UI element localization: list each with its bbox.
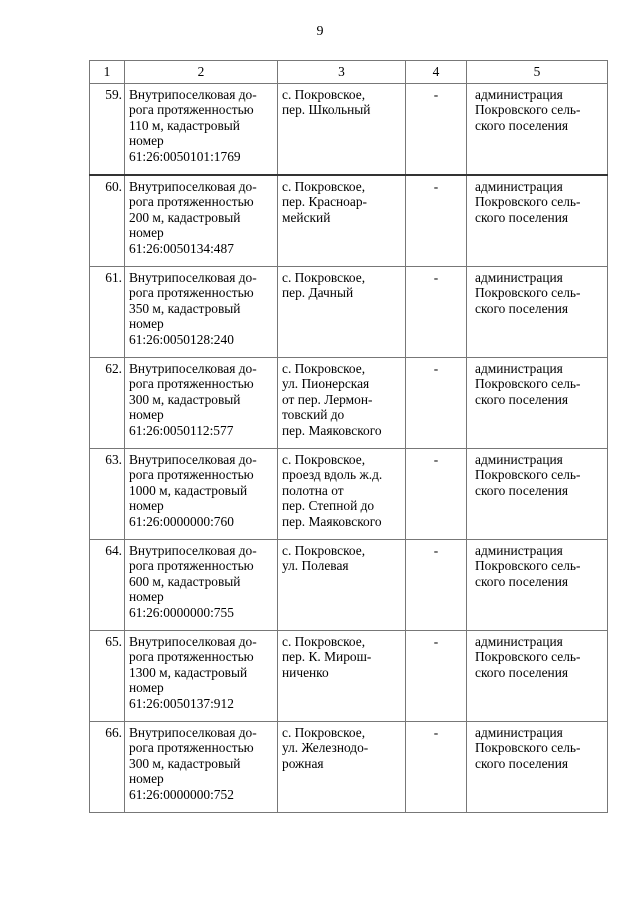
column-header: 5 <box>467 61 608 84</box>
road-owner: администрация Покровского сель- ского поселения <box>467 540 608 631</box>
row-number: 63. <box>90 449 125 540</box>
table-row <box>90 631 608 722</box>
road-description: Внутрипоселковая до- рога протяженностью 1300 м, кадастровый номер 61:26:0050137:912 <box>125 631 278 722</box>
page-number: 9 <box>316 24 324 39</box>
road-owner: администрация Покровского сель- ского поселения <box>467 722 608 813</box>
road-description: Внутрипоселковая до- рога протяженностью 200 м, кадастровый номер 61:26:0050134:487 <box>125 175 278 267</box>
row-number: 60. <box>90 175 125 267</box>
road-address: с. Покровское, ул. Железнодо- рожная <box>278 722 406 813</box>
road-description: Внутрипоселковая до- рога протяженностью 350 м, кадастровый номер 61:26:0050128:240 <box>125 267 278 358</box>
road-description: Внутрипоселковая до- рога протяженностью 300 м, кадастровый номер 61:26:0050112:577 <box>125 358 278 449</box>
table-row <box>90 722 608 813</box>
road-address: с. Покровское, ул. Пионерская от пер. Лермон- товский до пер. Маяковского <box>278 358 406 449</box>
table-row <box>90 449 608 540</box>
table-row <box>90 540 608 631</box>
column-header: 2 <box>125 61 278 84</box>
table-row <box>90 175 608 267</box>
road-address: с. Покровское, пер. К. Мирош- ниченко <box>278 631 406 722</box>
table-header-row <box>90 61 608 84</box>
road-address: с. Покровское, пер. Школьный <box>278 84 406 176</box>
row-number: 66. <box>90 722 125 813</box>
column-4-value: - <box>406 449 467 540</box>
row-number: 64. <box>90 540 125 631</box>
column-4-value: - <box>406 84 467 176</box>
table-row <box>90 267 608 358</box>
table-row <box>90 84 608 176</box>
column-header: 4 <box>406 61 467 84</box>
row-number: 59. <box>90 84 125 176</box>
road-owner: администрация Покровского сель- ского поселения <box>467 175 608 267</box>
column-4-value: - <box>406 722 467 813</box>
column-4-value: - <box>406 540 467 631</box>
road-registry-table <box>89 60 608 813</box>
column-4-value: - <box>406 175 467 267</box>
row-number: 65. <box>90 631 125 722</box>
road-address: с. Покровское, пер. Дачный <box>278 267 406 358</box>
road-description: Внутрипоселковая до- рога протяженностью 110 м, кадастровый номер 61:26:0050101:1769 <box>125 84 278 176</box>
road-owner: администрация Покровского сель- ского поселения <box>467 267 608 358</box>
column-header: 3 <box>278 61 406 84</box>
road-owner: администрация Покровского сель- ского поселения <box>467 631 608 722</box>
road-address: с. Покровское, ул. Полевая <box>278 540 406 631</box>
road-description: Внутрипоселковая до- рога протяженностью 300 м, кадастровый номер 61:26:0000000:752 <box>125 722 278 813</box>
table-row <box>90 358 608 449</box>
row-number: 61. <box>90 267 125 358</box>
road-owner: администрация Покровского сель- ского поселения <box>467 358 608 449</box>
column-4-value: - <box>406 631 467 722</box>
road-address: с. Покровское, проезд вдоль ж.д. полотна от пер. Степной до пер. Маяковского <box>278 449 406 540</box>
road-owner: администрация Покровского сель- ского поселения <box>467 449 608 540</box>
column-4-value: - <box>406 267 467 358</box>
column-header: 1 <box>90 61 125 84</box>
row-number: 62. <box>90 358 125 449</box>
column-4-value: - <box>406 358 467 449</box>
road-description: Внутрипоселковая до- рога протяженностью 600 м, кадастровый номер 61:26:0000000:755 <box>125 540 278 631</box>
road-owner: администрация Покровского сель- ского поселения <box>467 84 608 176</box>
road-description: Внутрипоселковая до- рога протяженностью 1000 м, кадастровый номер 61:26:0000000:760 <box>125 449 278 540</box>
road-address: с. Покровское, пер. Красноар- мейский <box>278 175 406 267</box>
